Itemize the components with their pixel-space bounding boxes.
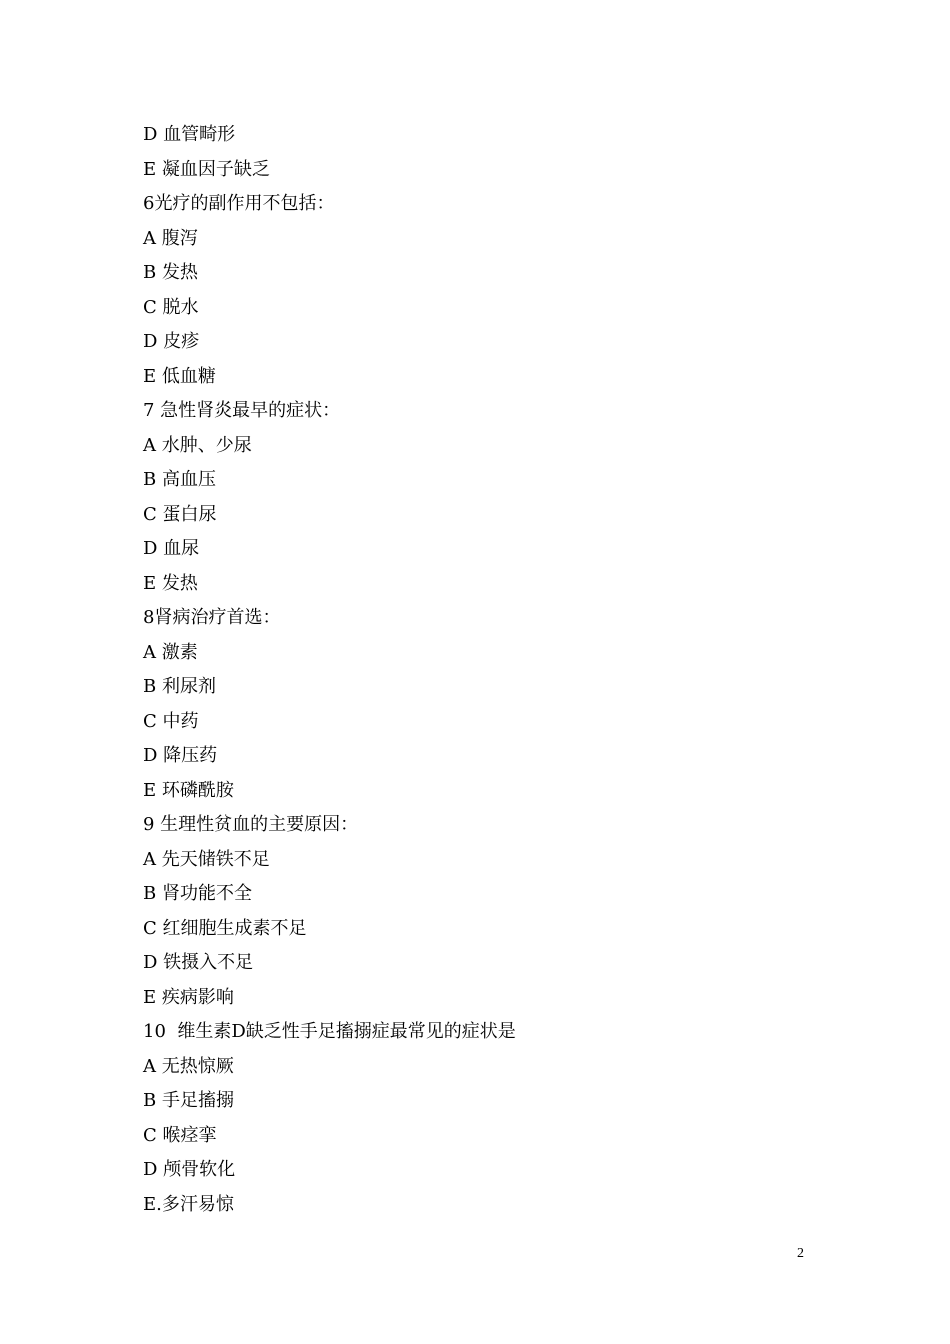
option-line: D 颅骨软化 (143, 1159, 236, 1180)
option-line: D 血管畸形 (143, 124, 236, 145)
option-line: B 发热 (143, 262, 198, 283)
question-line: 9 生理性贫血的主要原因： (143, 814, 359, 835)
page-number: 2 (797, 1246, 804, 1261)
question-line: 6光疗的副作用不包括： (143, 193, 335, 214)
option-line: D 皮疹 (143, 331, 200, 352)
option-line: E 低血糖 (143, 365, 216, 387)
document-body (143, 118, 823, 1222)
option-line: D 铁摄入不足 (143, 952, 254, 973)
option-line: B 高血压 (143, 469, 216, 490)
question-line: 7 急性肾炎最早的症状： (143, 400, 341, 421)
option-line: E 疾病影响 (143, 986, 234, 1008)
option-line: B 利尿剂 (143, 676, 216, 697)
option-line: C 红细胞生成素不足 (143, 917, 307, 939)
option-line: E 凝血因子缺乏 (143, 158, 270, 180)
question-line: 10 维生素D缺乏性手足搐搦症最常见的症状是 (143, 1021, 516, 1042)
option-line: E 发热 (143, 572, 198, 594)
option-line: C 喉痉挛 (143, 1124, 217, 1146)
option-line: E 环磷酰胺 (143, 779, 234, 801)
option-line: C 中药 (143, 710, 199, 732)
option-line: D 血尿 (143, 538, 200, 559)
option-line: A 激素 (143, 641, 198, 663)
option-line: E.多汗易惊 (143, 1193, 234, 1215)
option-line: A 无热惊厥 (143, 1055, 234, 1077)
option-line: C 蛋白尿 (143, 503, 217, 525)
option-line: B 手足搐搦 (143, 1090, 234, 1111)
question-line: 8肾病治疗首选： (143, 607, 281, 628)
option-line: A 腹泻 (143, 227, 198, 249)
option-line: A 水肿、少尿 (143, 434, 252, 456)
option-line: B 肾功能不全 (143, 883, 252, 904)
option-line: A 先天储铁不足 (143, 848, 270, 870)
option-line: C 脱水 (143, 296, 199, 318)
option-line: D 降压药 (143, 745, 218, 766)
